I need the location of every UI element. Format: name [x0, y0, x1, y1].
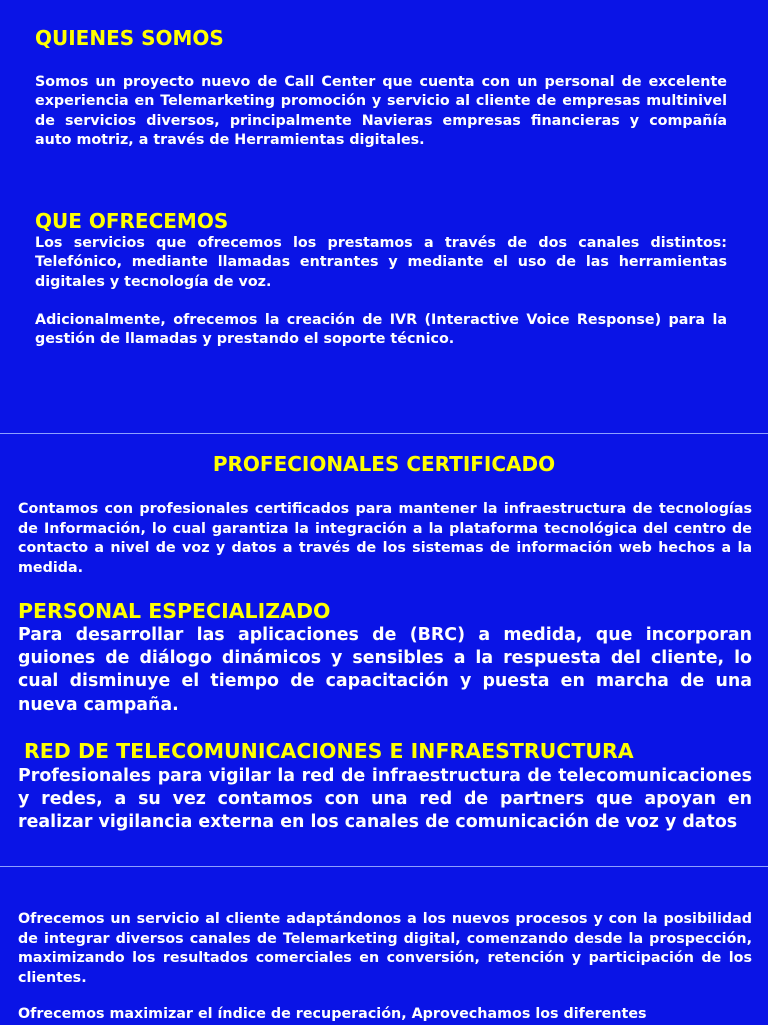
red-telecomunicaciones-paragraph: Profesionales para vigilar la red de infraestructura de telecomunicaciones y redes, a su vez contamos con una red de partners que apoyan en realizar vigilancia externa en los canales de comunicación de voz y datos — [18, 766, 752, 833]
slide-quienes-somos — [0, 0, 768, 432]
red-telecomunicaciones-heading: RED DE TELECOMUNICACIONES E INFRAESTRUCTURA — [24, 739, 634, 763]
profesionales-certificado-heading: PROFECIONALES CERTIFICADO — [212, 452, 556, 476]
slide-profesionales — [0, 433, 768, 867]
servicio-cliente-paragraph: Ofrecemos un servicio al cliente adaptándonos a los nuevos procesos y con la posibilidad de integrar diversos canales de Telemarketing digital, comenzando desde la prospección, maximizando los resultados comerciales en conversión, retención y participación de los clientes. — [18, 911, 752, 986]
quienes-somos-paragraph: Somos un proyecto nuevo de Call Center que cuenta con un personal de excelente experiencia en Telemarketing promoción y servicio al cliente de empresas multinivel de servicios diversos, principalmente Navieras empresas financieras y compañía auto motriz, a través de Herramientas digitales. — [35, 74, 727, 148]
que-ofrecemos-paragraph-1: Los servicios que ofrecemos los prestamos a través de dos canales distintos: Telefónico, mediante llamadas entrantes y mediante el uso de las herramientas digitales y tecnología de voz. — [35, 235, 727, 290]
slide-servicio-cliente — [0, 866, 768, 1025]
profesionales-certificado-paragraph: Contamos con profesionales certificados para mantener la infraestructura de tecnologías de Información, lo cual garantiza la integración a la plataforma tecnológica del centro de contacto a nivel de voz y datos a través de los sistemas de información web hechos a la medida. — [18, 501, 752, 576]
quienes-somos-heading: QUIENES SOMOS — [35, 26, 224, 50]
que-ofrecemos-heading: QUE OFRECEMOS — [35, 209, 229, 233]
que-ofrecemos-paragraph-2: Adicionalmente, ofrecemos la creación de IVR (Interactive Voice Response) para la gestión de llamadas y prestando el soporte técnico. — [35, 312, 727, 348]
personal-especializado-paragraph: Para desarrollar las aplicaciones de (BRC) a medida, que incorporan guiones de diálogo dinámicos y sensibles a la respuesta del cliente, lo cual disminuye el tiempo de capacitación y puesta en marcha de una nueva campaña. — [18, 625, 752, 715]
personal-especializado-heading: PERSONAL ESPECIALIZADO — [18, 599, 331, 623]
recuperacion-paragraph: Ofrecemos maximizar el índice de recuperación, Aprovechamos los diferentes — [18, 1006, 647, 1022]
